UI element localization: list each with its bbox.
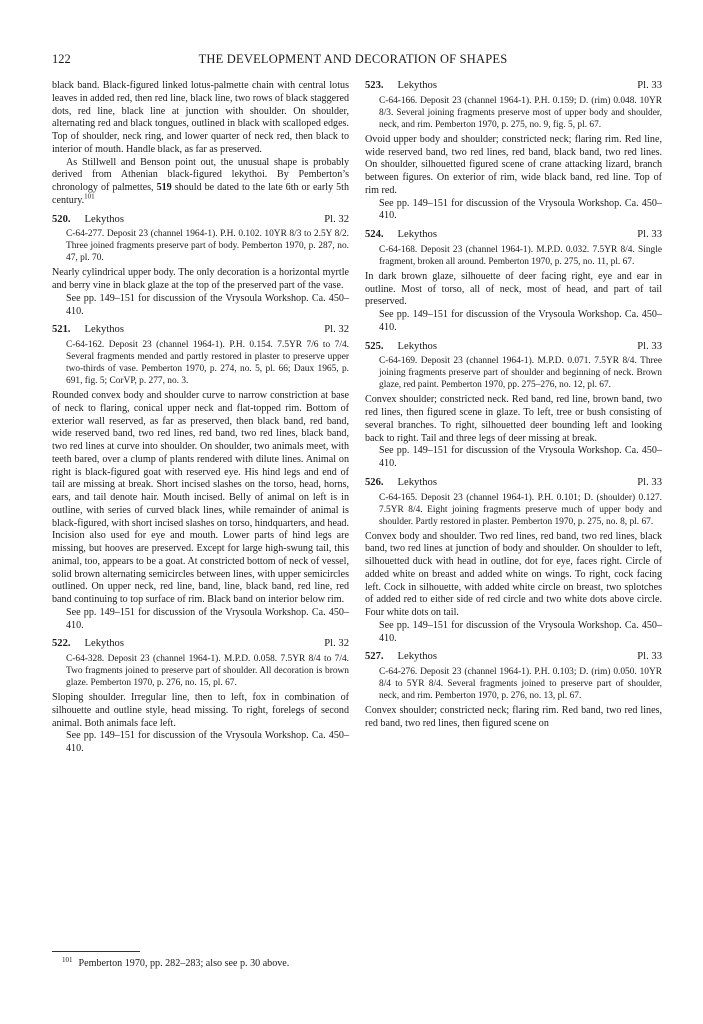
shape-name: Lekythos (397, 340, 437, 352)
entry-meta: C-64-168. Deposit 23 (channel 1964-1). M.P.D. 0.032. 7.5YR 8/4. Single fragment, broken all around. Pemberton 1970, p. 275, no. 11, pl. 67. (379, 244, 662, 267)
shape-name: Lekythos (397, 80, 437, 91)
catalog-entry-525 (365, 341, 662, 471)
entry-see-also: See pp. 149–151 for discussion of the Vrysoula Workshop. Ca. 450–410. (379, 197, 662, 222)
catalog-entry-526 (365, 477, 662, 646)
plate-ref: Pl. 33 (637, 340, 662, 352)
entry-heading (365, 341, 662, 354)
entry-description: Sloping shoulder. Irregular line, then to left, fox in combination of silhouette and outline style, head missing. To right, forelegs of second animal. Both animals face left. (52, 692, 349, 729)
catalog-entry-527 (365, 651, 662, 730)
catalog-number: 523. (365, 80, 384, 91)
continued-paragraph: black band. Black-figured linked lotus-palmette chain with central lotus leaves in added red, then red line, black line, two rows of black staggered dots, red line, black line at junction with shoulder. On shoulder, alternating red and black tongues, outlined in black with scalloped edges. Top of shoulder, neck ring, and lower quarter of neck red, then black to interior of mouth. Handle black, as far as preserved. (52, 80, 349, 155)
plate-ref: Pl. 33 (637, 476, 662, 488)
entry-heading (52, 324, 349, 337)
entry-heading (365, 229, 662, 242)
entry-meta: C-64-276. Deposit 23 (channel 1964-1). P.H. 0.103; D. (rim) 0.050. 10YR 8/4 to 5YR 8/4. Several fragments joined to preserve part of shoulder, neck, and rim. Pemberton 1970, p. 276, no. 13, pl. 67. (379, 667, 662, 701)
catalog-ref: 519 (156, 182, 172, 193)
footnote-text: Pemberton 1970, pp. 282–283; also see p. 30 above. (78, 958, 290, 969)
entry-description: Ovoid upper body and shoulder; constricted neck; flaring rim. Red line, wide reserved band, two red lines, red band, black band, two red lines. On shoulder, silhouetted figured scene of crane attacking lizard, branch between figures. On exterior of rim, wide black band, red line. Top of rim red. (365, 133, 662, 196)
entry-description: Convex shoulder; constricted neck; flaring rim. Red band, two red lines, red band, two red lines, then figured scene on (365, 705, 662, 729)
chronology-paragraph: As Stillwell and Benson point out, the unusual shape is probably derived from Athenian black-figured lekythoi. By Pemberton’s chronology of palmettes, 519 should be dated to the late 6th or early 5th century.$^{101}$ (52, 156, 350, 206)
entry-meta: C-64-166. Deposit 23 (channel 1964-1). P.H. 0.159; D. (rim) 0.048. 10YR 8/3. Several joining fragments preserve most of upper body and shoulder, neck, and rim. Pemberton 1970, p. 275, no. 9, fig. 5, pl. 67. (379, 95, 662, 130)
entry-see-also: See pp. 149–151 for discussion of the Vrysoula Workshop. Ca. 450–410. (379, 309, 662, 333)
entry-meta: C-64-162. Deposit 23 (channel 1964-1). P.H. 0.154. 7.5YR 7/6 to 7/4. Several fragments mended and partly restored in plaster to preserve upper two-thirds of vase. Pemberton 1970, p. 274, no. 5, pl. 66; Daux 1965, p. 691, fig. 5; CorVP, p. 277, no. 3. (66, 340, 349, 386)
shape-name: Lekythos (397, 229, 437, 240)
catalog-entry-523 (365, 80, 662, 223)
entry-see-also: See pp. 149–151 for discussion of the Vrysoula Workshop. Ca. 450–410. (379, 445, 662, 469)
plate-ref: Pl. 33 (637, 651, 662, 663)
footnote-rule (52, 951, 140, 952)
entry-heading (365, 80, 662, 93)
entry-heading (365, 477, 662, 490)
entry-heading (365, 651, 662, 664)
entry-description: In dark brown glaze, silhouette of deer facing right, eye and ear in outline. Most of torso, all of neck, most of head, and part of tail preserved. (365, 270, 662, 308)
footnote-ref: 101 (84, 192, 95, 201)
catalog-number: 525. (365, 340, 384, 352)
catalog-number: 524. (365, 229, 384, 240)
entry-heading (52, 214, 349, 227)
footnote (62, 955, 290, 969)
entry-meta: C-64-165. Deposit 23 (channel 1964-1). P.H. 0.101; D. (shoulder) 0.127. 7.5YR 8/4. Eight joining fragments preserve much of upper body and shoulder. Partly restored in plaster. Pemberton 1970, p. 275, no. 8, pl. 67. (379, 492, 662, 527)
catalog-entry-520 (52, 214, 349, 319)
shape-name: Lekythos (84, 638, 124, 650)
entry-meta: C-64-277. Deposit 23 (channel 1964-1). P.H. 0.102. 10YR 8/3 to 2.5Y 8/2. Three joined fragments preserve part of body. Pemberton 1970, p. 287, no. 47, pl. 70. (66, 229, 349, 264)
plate-ref: Pl. 32 (324, 324, 349, 336)
running-head: THE DEVELOPMENT AND DECORATION OF SHAPES (198, 52, 508, 66)
catalog-entry-521 (52, 324, 349, 632)
page-number: 122 (52, 52, 71, 66)
catalog-number: 520. (52, 213, 71, 225)
footnote-number: 101 (62, 955, 73, 964)
entry-heading (52, 638, 349, 651)
entry-description: Rounded convex body and shoulder curve to narrow constriction at base of neck to flaring, conical upper neck and flat-topped rim. Bottom of exterior wall reserved, as far as preserved, then black band, red band, wide reserved band, two red lines, red band, two red lines, black band, two red lines at curve into shoulder. On shoulder, two animals meet, with teeth bared, over a clump of plants rendered with dilute lines. Animal on right is black-figured goat with reserved eye. His hind legs and end of tail are missing at break. Short incised slashes on the torso, head, horns, ears, and tail denote hair. Mouth incised. Belly of animal on left is in outline, with series of curved black lines, while remainder of animal is black-figured, with short incised slashes on torso, hindquarters, and head. Incision also used for eye and mouth. Lower parts of hind legs are missing, but hooves are preserved. Except for large high-swung tail, this animal, too, appears to be a goat. At constricted bottom of neck of vessel, solid brown alternating semicircles between lines, with upper semicircles outlined. On upper neck, red line, band, line, black band, red line, red band continuing to top surface of rim. Black band on interior below rim. (52, 390, 349, 605)
entry-description: Convex shoulder; constricted neck. Red band, red line, brown band, two red lines, then figured scene in glaze. To left, tree or bush consisting of several branches. To right, silhouetted deer bounding left and looking back to right. Tail and three legs of deer missing at break. (365, 394, 662, 444)
catalog-entry-524 (365, 229, 662, 335)
entry-meta: C-64-169. Deposit 23 (channel 1964-1). M.P.D. 0.071. 7.5YR 8/4. Three joining fragments preserve part of shoulder and beginning of neck. Brown glaze, red paint. Pemberton 1970, pp. 275–276, no. 12, pl. 67. (379, 356, 662, 391)
entry-see-also: See pp. 149–151 for discussion of the Vrysoula Workshop. Ca. 450–410. (66, 730, 349, 754)
plate-ref: Pl. 33 (637, 80, 662, 91)
catalog-entry-522 (52, 638, 349, 756)
shape-name: Lekythos (397, 651, 437, 663)
entry-meta: C-64-328. Deposit 23 (channel 1964-1). M.P.D. 0.058. 7.5YR 8/4 to 7/4. Two fragments joined to preserve part of shoulder. All decoration is brown glaze. Pemberton 1970, p. 276, no. 15, pl. 67. (66, 654, 349, 688)
catalog-number: 521. (52, 324, 71, 336)
left-column (52, 80, 349, 756)
catalog-number: 526. (365, 476, 384, 488)
page-header (52, 52, 654, 68)
catalog-number: 527. (365, 651, 384, 663)
entry-description: Nearly cylindrical upper body. The only decoration is a horizontal myrtle and berry vine in black glaze at the top of the preserved part of the vase. (52, 267, 349, 291)
entry-see-also: See pp. 149–151 for discussion of the Vrysoula Workshop. Ca. 450–410. (379, 619, 662, 644)
catalog-number: 522. (52, 638, 71, 650)
shape-name: Lekythos (397, 476, 437, 488)
entry-see-also: See pp. 149–151 for discussion of the Vrysoula Workshop. Ca. 450–410. (66, 606, 349, 631)
plate-ref: Pl. 32 (324, 213, 349, 225)
right-column (365, 80, 662, 731)
entry-description: Convex body and shoulder. Two red lines, red band, two red lines, black band, two red lines at junction of body and shoulder. On shoulder to left, silhouetted duck with head in outline, dot for eye, faces right. Circle of added white on breast and added white on wings. To right, cock facing left. Cock in silhouette, with added white circle on breast, two splotches of added red to either side of red circle and two white dots above circle. Four white dots on tail. (365, 530, 662, 618)
entry-see-also: See pp. 149–151 for discussion of the Vrysoula Workshop. Ca. 450–410. (66, 292, 349, 317)
shape-name: Lekythos (84, 324, 124, 336)
plate-ref: Pl. 33 (637, 229, 662, 240)
shape-name: Lekythos (84, 213, 124, 225)
plate-ref: Pl. 32 (324, 638, 349, 650)
